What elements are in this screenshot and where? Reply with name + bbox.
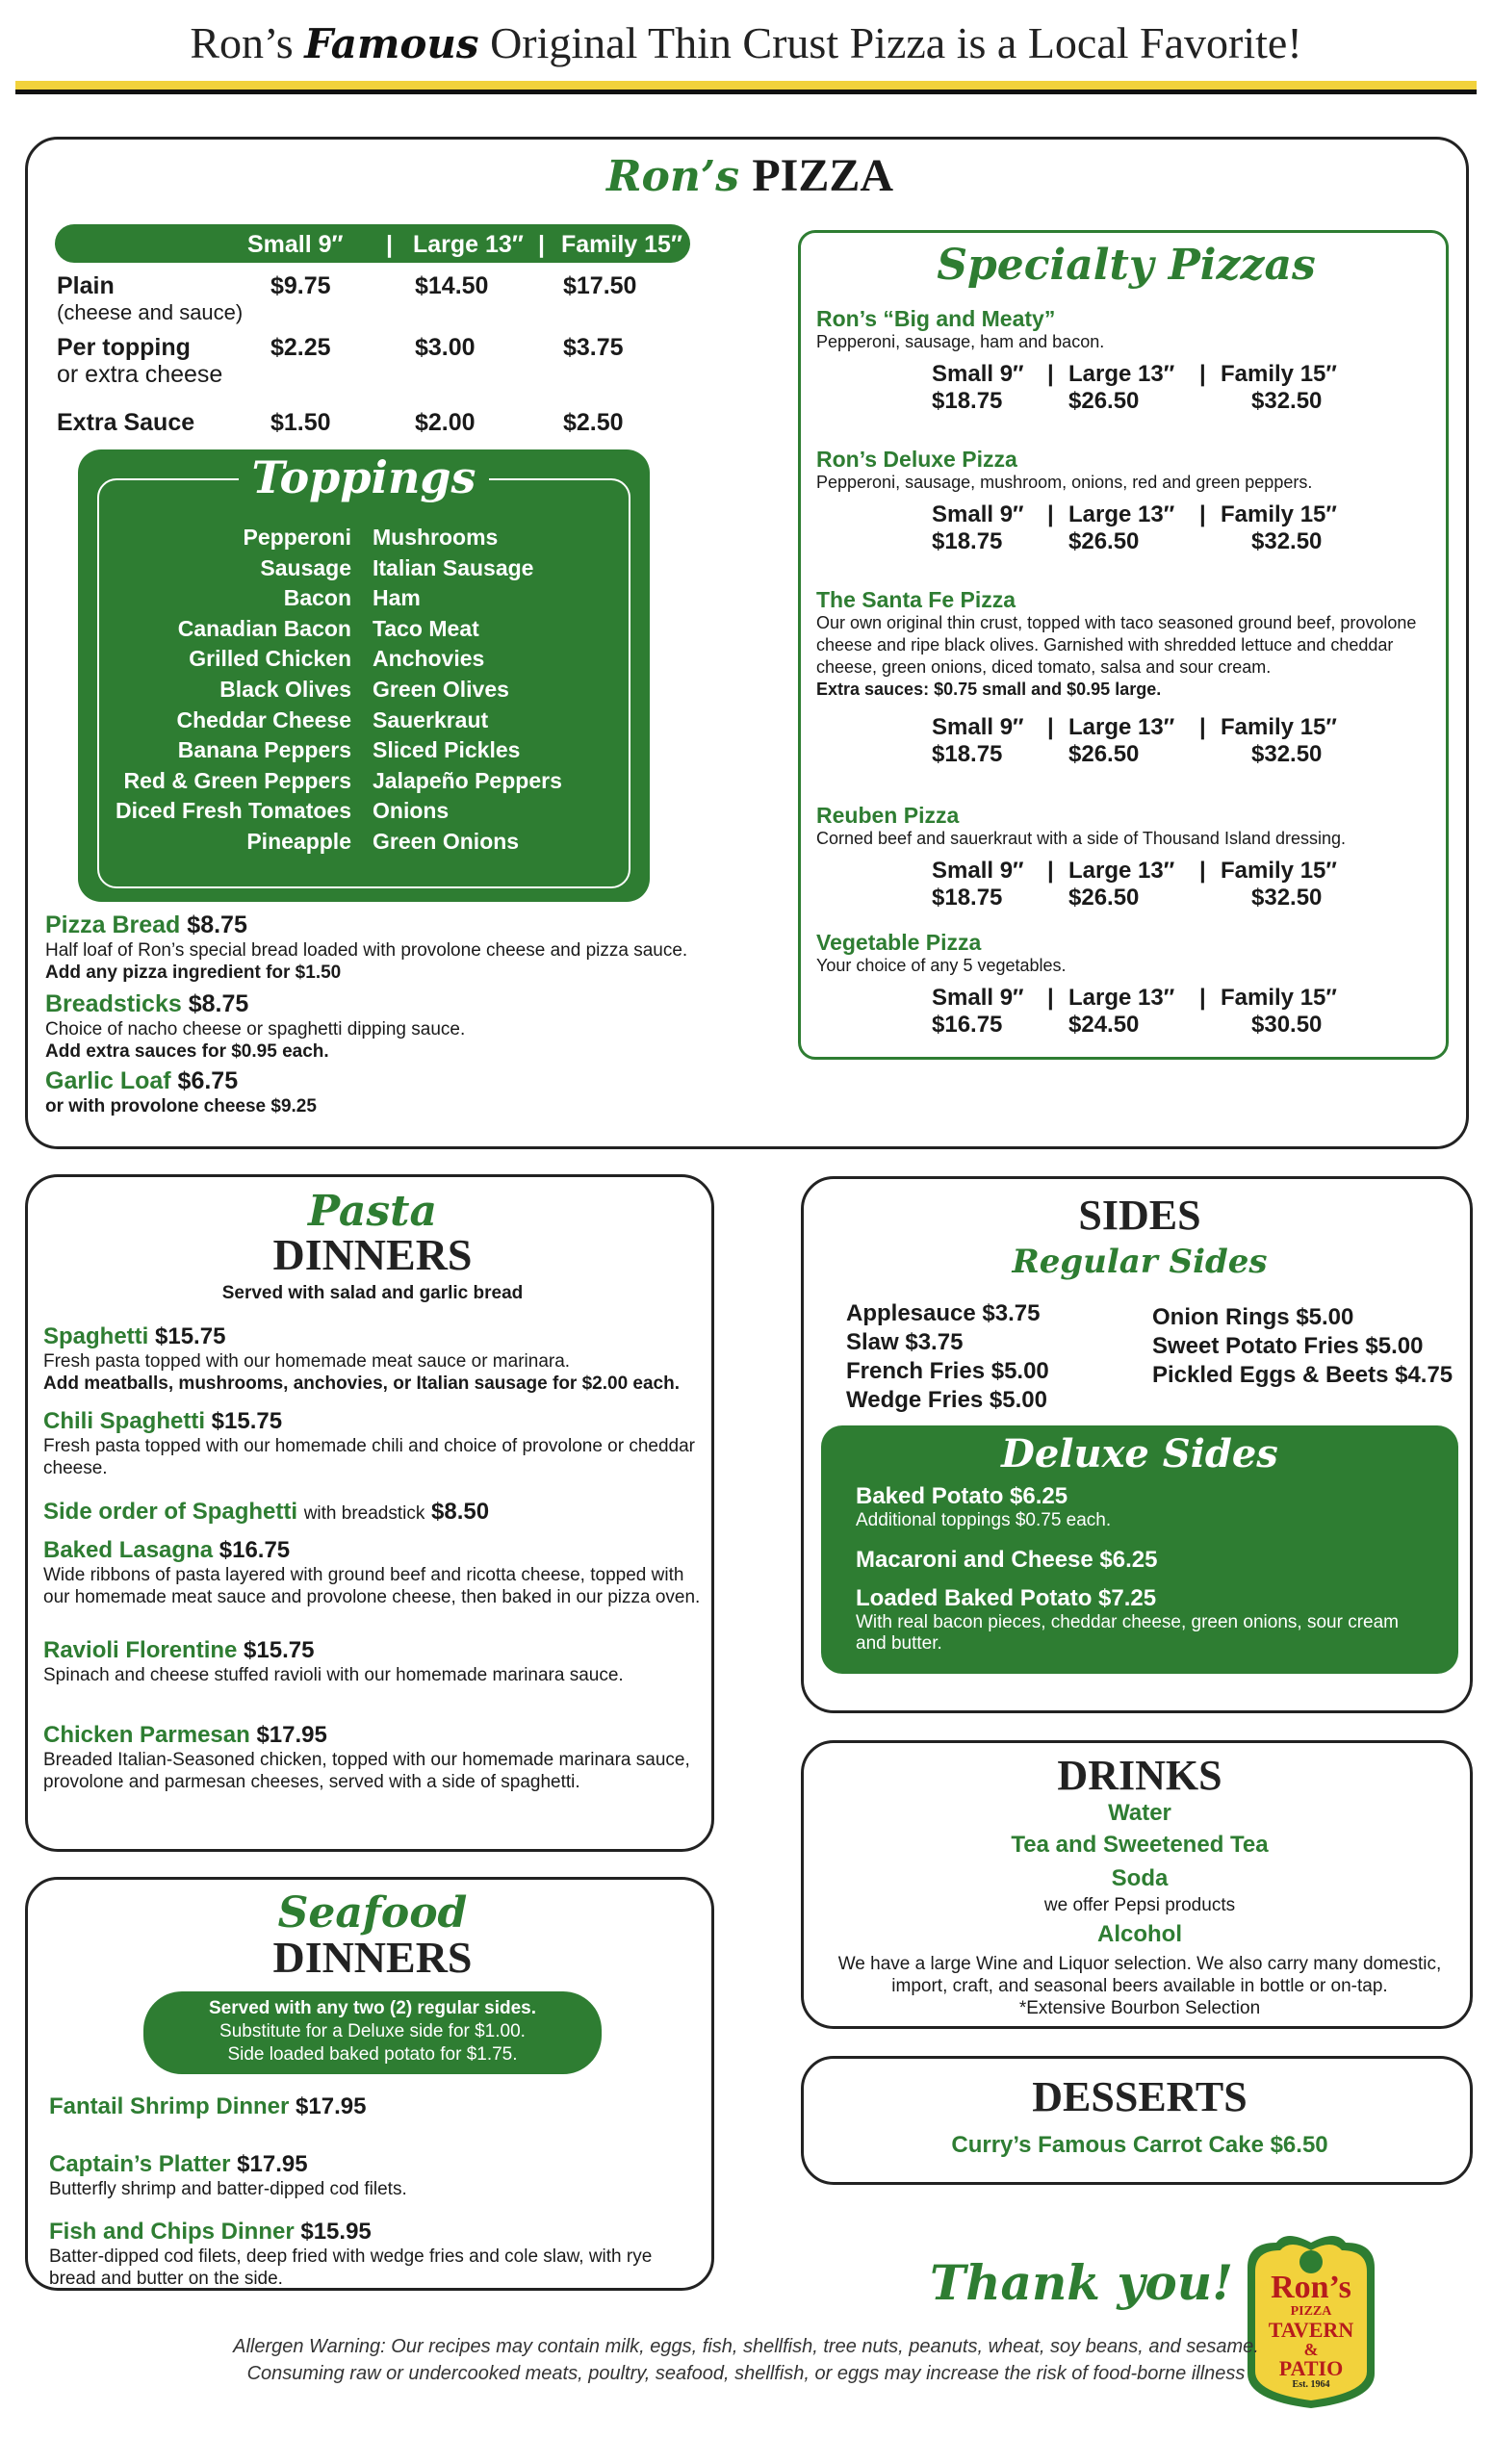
specialty-item [816, 930, 1432, 1044]
specialty-size-label: Small 9″ [932, 501, 1024, 527]
price-family: $2.50 [563, 409, 624, 436]
size-sep: | [1199, 858, 1206, 884]
seafood-title: DINNERS [272, 1933, 473, 1982]
pasta-item [43, 1323, 707, 1395]
size-sep: | [1047, 361, 1054, 387]
pasta-desc: Wide ribbons of pasta layered with ground beef and ricotta cheese, topped with our homemade meat sauce and provolone cheese, then baked in our pizza oven. [43, 1565, 701, 1607]
seafood-item-title [49, 2093, 704, 2120]
pasta-name: Ravioli Florentine [43, 1637, 238, 1663]
size-large: Large 13″ [413, 231, 524, 258]
row-label: Per topping [57, 334, 191, 361]
specialty-price: $26.50 [1068, 741, 1140, 767]
seafood-item [49, 2093, 704, 2120]
pasta-item-title [43, 1408, 707, 1435]
drinks-content [804, 1753, 1476, 2019]
logo-pizza: PIZZA [1290, 2304, 1332, 2319]
specialty-title: Specialty Pizzas [937, 241, 1316, 290]
pasta-desc: Fresh pasta topped with our homemade chili and choice of provolone or cheddar cheese. [43, 1436, 696, 1478]
topping-item: Anchovies [373, 646, 485, 672]
specialty-price: $32.50 [1251, 741, 1323, 767]
regular-side-item: Sweet Potato Fries $5.00 [1152, 1333, 1424, 1359]
extra-pizza-bread [45, 911, 700, 984]
specialty-extra: Extra sauces: $0.75 small and $0.95 large. [816, 680, 1162, 699]
extra-breadsticks [45, 990, 700, 1063]
topping-item: Canadian Bacon [177, 615, 351, 641]
seafood-item-title [49, 2219, 704, 2246]
topping-item: Pepperoni [243, 525, 351, 550]
pasta-script: Pasta [307, 1187, 438, 1236]
price-small: $1.50 [270, 409, 331, 436]
logo-patio: PATIO [1278, 2356, 1344, 2380]
header-pre: Ron’s [190, 18, 294, 67]
specialty-size-label: Family 15″ [1221, 361, 1337, 387]
topping-item: Pineapple [246, 829, 351, 854]
pizza-heading [28, 149, 1472, 202]
topping-item: Banana Peppers [177, 737, 351, 763]
seafood-script: Seafood [277, 1888, 468, 1938]
specialty-name: Reuben Pizza [816, 803, 960, 828]
thank-you: Thank you! [930, 2254, 1234, 2311]
regular-sides-title: Regular Sides [1012, 1243, 1268, 1281]
drinks-title: DRINKS [1057, 1752, 1222, 1799]
topping-item: Jalapeño Peppers [373, 767, 562, 793]
specialty-size-label: Small 9″ [932, 985, 1024, 1011]
specialty-price: $26.50 [1068, 388, 1140, 414]
specialty-item [816, 587, 1432, 774]
size-sep: | [1047, 501, 1054, 527]
toppings-frame [97, 478, 630, 888]
size-sep-1: | [386, 231, 393, 258]
seafood-item [49, 2219, 704, 2290]
size-small: Small 9″ [247, 231, 344, 258]
specialty-price: $16.75 [932, 1012, 1003, 1038]
specialty-size-label: Large 13″ [1068, 714, 1175, 740]
specialty-size-label: Family 15″ [1221, 985, 1337, 1011]
specialty-size-label: Large 13″ [1068, 361, 1175, 387]
pasta-price: $17.95 [256, 1722, 327, 1748]
extra-name: Pizza Bread [45, 911, 181, 938]
size-sep: | [1199, 361, 1206, 387]
deluxe-side-item [856, 1585, 1433, 1655]
topping-item: Sliced Pickles [373, 737, 521, 763]
drink-alcohol: Alcohol [1097, 1921, 1182, 1947]
sides-panel [801, 1176, 1473, 1713]
drink-bourbon: *Extensive Bourbon Selection [1018, 1998, 1261, 2018]
specialty-price: $18.75 [932, 885, 1003, 911]
size-sep: | [1047, 858, 1054, 884]
specialty-size-grid [816, 361, 1432, 421]
pasta-item-title [43, 1323, 707, 1350]
toppings-title: Toppings [78, 451, 650, 503]
specialty-price: $18.75 [932, 388, 1003, 414]
extra-name: Breadsticks [45, 990, 182, 1017]
pasta-panel [25, 1174, 714, 1852]
price-family: $3.75 [563, 334, 624, 361]
size-sep: | [1047, 714, 1054, 740]
pasta-name: Baked Lasagna [43, 1537, 214, 1563]
specialty-size-label: Small 9″ [932, 858, 1024, 884]
size-sep: | [1199, 501, 1206, 527]
specialty-size-label: Large 13″ [1068, 858, 1175, 884]
regular-side-item: Slaw $3.75 [846, 1329, 964, 1355]
allergen-line-1: Allergen Warning: Our recipes may contain milk, eggs, fish, shellfish, tree nuts, peanuts, wheat, soy beans, and sesame. [233, 2336, 1259, 2357]
pill-line-1: Served with any two (2) regular sides. [209, 1998, 536, 2018]
specialty-item [816, 306, 1432, 421]
pasta-name: Spaghetti [43, 1323, 149, 1349]
topping-item: Red & Green Peppers [123, 767, 351, 793]
size-sep-2: | [538, 231, 545, 258]
regular-side-item: Pickled Eggs & Beets $4.75 [1152, 1362, 1453, 1388]
allergen-warning [0, 2333, 1492, 2387]
topping-item: Sauerkraut [373, 706, 489, 732]
pasta-item [43, 1499, 707, 1527]
price-small: $2.25 [270, 334, 331, 361]
seafood-item [49, 2151, 704, 2200]
pasta-desc: Spinach and cheese stuffed ravioli with our homemade marinara sauce. [43, 1665, 624, 1685]
pasta-name: Side order of Spaghetti [43, 1499, 298, 1525]
specialty-size-label: Large 13″ [1068, 985, 1175, 1011]
specialty-item [816, 447, 1432, 561]
regular-side-item: Applesauce $3.75 [846, 1300, 1041, 1326]
specialty-desc: Corned beef and sauerkraut with a side of Thousand Island dressing. [816, 829, 1347, 848]
pasta-desc: Fresh pasta topped with our homemade meat sauce or marinara. [43, 1351, 571, 1372]
seafood-panel [25, 1877, 714, 2291]
seafood-heading [28, 1888, 717, 1982]
specialty-name: Vegetable Pizza [816, 930, 982, 955]
deluxe-sides-box [821, 1425, 1458, 1674]
pasta-item [43, 1537, 707, 1608]
extra-garlic-loaf [45, 1067, 700, 1117]
size-family: Family 15″ [561, 231, 682, 258]
pasta-price: $15.75 [244, 1637, 315, 1663]
drink-tea: Tea and Sweetened Tea [1011, 1832, 1269, 1858]
logo-tavern: TAVERN [1268, 2318, 1354, 2342]
specialty-price: $18.75 [932, 741, 1003, 767]
price-family: $17.50 [563, 272, 637, 299]
deluxe-name: Baked Potato $6.25 [856, 1483, 1068, 1509]
specialty-item [816, 803, 1432, 917]
pasta-item-title [43, 1637, 707, 1664]
regular-side-item: Wedge Fries $5.00 [846, 1387, 1047, 1413]
specialty-size-label: Family 15″ [1221, 858, 1337, 884]
price-large: $2.00 [415, 409, 476, 436]
extra-desc: Choice of nacho cheese or spaghetti dipping sauce. [45, 1019, 466, 1040]
specialty-size-label: Family 15″ [1221, 714, 1337, 740]
seafood-note-pill [143, 1991, 602, 2074]
topping-item: Black Olives [219, 677, 351, 702]
extra-price: $6.75 [177, 1067, 239, 1094]
price-large: $14.50 [415, 272, 489, 299]
pizza-heading-script: Ron’s [605, 152, 739, 201]
seafood-name: Captain’s Platter [49, 2151, 231, 2177]
price-large: $3.00 [415, 334, 476, 361]
seafood-desc: Butterfly shrimp and batter-dipped cod filets. [49, 2179, 407, 2199]
topping-item: Mushrooms [373, 525, 499, 550]
regular-side-item: Onion Rings $5.00 [1152, 1304, 1354, 1330]
pasta-price: $15.75 [211, 1408, 283, 1434]
pasta-price: $15.75 [155, 1323, 226, 1349]
specialty-price: $18.75 [932, 528, 1003, 554]
specialty-price: $26.50 [1068, 528, 1140, 554]
row-sub: or extra cheese [57, 361, 223, 388]
pasta-price: $8.50 [431, 1499, 490, 1525]
topping-item: Green Olives [373, 677, 509, 702]
drinks-panel [801, 1740, 1473, 2029]
topping-item: Italian Sausage [373, 554, 534, 580]
logo-est: Est. 1964 [1292, 2379, 1330, 2390]
price-small: $9.75 [270, 272, 331, 299]
seafood-price: $17.95 [296, 2093, 367, 2119]
allergen-line-2: Consuming raw or undercooked meats, poultry, seafood, shellfish, or eggs may increase the risk of food-borne illness [246, 2363, 1246, 2384]
deluxe-name: Macaroni and Cheese $6.25 [856, 1547, 1158, 1573]
pasta-heading [28, 1187, 717, 1304]
header-post: Original Thin Crust Pizza is a Local Favorite! [490, 18, 1302, 67]
pizza-heading-text: PIZZA [752, 150, 894, 201]
header-title [0, 17, 1492, 68]
logo-rons: Ron’s [1271, 2270, 1351, 2305]
extra-bold: Add extra sauces for $0.95 each. [45, 1041, 329, 1062]
pill-line-2: Substitute for a Deluxe side for $1.00. [219, 2021, 526, 2041]
specialty-size-label: Family 15″ [1221, 501, 1337, 527]
specialty-desc: Our own original thin crust, topped with taco seasoned ground beef, provolone cheese and ripe black olives. Garnished with shredded lettuce and cheddar cheese, green onions, diced tomato, salsa and sour cream. [816, 613, 1417, 677]
drink-soda: Soda [1111, 1865, 1169, 1891]
deluxe-sides-title: Deluxe Sides [1001, 1431, 1278, 1476]
extra-bold: Add any pizza ingredient for $1.50 [45, 962, 342, 983]
specialty-name: Ron’s Deluxe Pizza [816, 447, 1017, 472]
drink-alcohol-desc: We have a large Wine and Liquor selection. We also carry many domestic, import, craft, and seasonal beers available in bottle or on-tap. [837, 1954, 1442, 1996]
topping-item: Ham [373, 585, 421, 611]
deluxe-name: Loaded Baked Potato $7.25 [856, 1585, 1157, 1611]
desserts-panel [801, 2056, 1473, 2185]
seafood-desc: Batter-dipped cod filets, deep fried with wedge fries and cole slaw, with rye bread and butter on the side. [49, 2246, 653, 2289]
deluxe-side-item [856, 1547, 1433, 1574]
pasta-price: $16.75 [219, 1537, 291, 1563]
specialty-price: $32.50 [1251, 885, 1323, 911]
extra-price: $8.75 [187, 911, 247, 938]
dessert-item: Curry’s Famous Carrot Cake $6.50 [951, 2132, 1328, 2158]
specialty-desc: Pepperoni, sausage, mushroom, onions, red and green peppers. [816, 473, 1313, 492]
pasta-item [43, 1637, 707, 1686]
pasta-name: Chili Spaghetti [43, 1408, 205, 1434]
specialty-pizzas-box [798, 230, 1449, 1060]
specialty-desc: Your choice of any 5 vegetables. [816, 956, 1067, 975]
sides-title: SIDES [1078, 1192, 1201, 1239]
row-label: Plain [57, 272, 115, 299]
seafood-item-title [49, 2151, 704, 2178]
pasta-bold: Add meatballs, mushrooms, anchovies, or Italian sausage for $2.00 each. [43, 1373, 681, 1394]
seafood-price: $17.95 [237, 2151, 308, 2177]
size-sep: | [1047, 985, 1054, 1011]
topping-item: Bacon [283, 585, 351, 611]
specialty-name: Ron’s “Big and Meaty” [816, 306, 1056, 331]
pasta-desc: Breaded Italian-Seasoned chicken, topped with our homemade marinara sauce, provolone and parmesan cheeses, served with a side of spaghetti. [43, 1750, 690, 1792]
pasta-item-title [43, 1537, 707, 1564]
header-famous: Famous [304, 20, 479, 67]
pasta-item-title [43, 1722, 707, 1749]
row-label: Extra Sauce [57, 409, 195, 436]
pasta-title: DINNERS [272, 1230, 473, 1279]
deluxe-desc: With real bacon pieces, cheddar cheese, green onions, sour cream and butter. [856, 1612, 1399, 1654]
specialty-price: $32.50 [1251, 388, 1323, 414]
topping-item: Grilled Chicken [189, 646, 351, 672]
specialty-size-label: Small 9″ [932, 714, 1024, 740]
deluxe-desc: Additional toppings $0.75 each. [856, 1510, 1112, 1530]
deluxe-side-item [856, 1483, 1433, 1531]
pasta-item [43, 1408, 707, 1479]
toppings-box [78, 449, 650, 902]
specialty-price: $32.50 [1251, 528, 1323, 554]
specialty-size-grid [816, 985, 1432, 1044]
specialty-price: $30.50 [1251, 1012, 1323, 1038]
seafood-name: Fantail Shrimp Dinner [49, 2093, 290, 2119]
extra-desc: Half loaf of Ron’s special bread loaded with provolone cheese and pizza sauce. [45, 940, 688, 961]
specialty-price: $26.50 [1068, 885, 1140, 911]
topping-item: Onions [373, 798, 450, 824]
topping-item: Cheddar Cheese [176, 706, 351, 732]
pasta-item-title [43, 1499, 707, 1527]
specialty-size-label: Small 9″ [932, 361, 1024, 387]
extra-price: $8.75 [188, 990, 249, 1017]
specialty-desc: Pepperoni, sausage, ham and bacon. [816, 332, 1105, 351]
specialty-size-label: Large 13″ [1068, 501, 1175, 527]
pasta-item [43, 1722, 707, 1793]
extra-name: Garlic Loaf [45, 1067, 171, 1094]
seafood-name: Fish and Chips Dinner [49, 2219, 295, 2245]
drink-soda-note: we offer Pepsi products [1043, 1895, 1236, 1915]
topping-item: Sausage [260, 554, 351, 580]
seafood-price: $15.95 [300, 2219, 372, 2245]
drink-water: Water [1108, 1800, 1171, 1826]
topping-item: Green Onions [373, 829, 520, 854]
pasta-subtitle: Served with salad and garlic bread [221, 1283, 524, 1303]
regular-side-item: French Fries $5.00 [846, 1358, 1049, 1384]
specialty-name: The Santa Fe Pizza [816, 587, 1016, 612]
extra-bold: or with provolone cheese $9.25 [45, 1096, 317, 1116]
desserts-title: DESSERTS [1032, 2073, 1248, 2120]
specialty-size-grid [816, 714, 1432, 774]
size-header-bar [55, 224, 690, 263]
specialty-price: $24.50 [1068, 1012, 1140, 1038]
topping-item: Diced Fresh Tomatoes [116, 798, 351, 824]
logo-amp: & [1303, 2340, 1319, 2359]
specialty-size-grid [816, 858, 1432, 917]
specialty-size-grid [816, 501, 1432, 561]
pasta-name: Chicken Parmesan [43, 1722, 250, 1748]
size-sep: | [1199, 985, 1206, 1011]
pasta-suffix: with breadstick [303, 1503, 425, 1524]
pizza-panel [25, 137, 1469, 1149]
header-rule-black [15, 90, 1477, 94]
header-rule-yellow [15, 81, 1477, 90]
pill-line-3: Side loaded baked potato for $1.75. [227, 2044, 518, 2065]
size-sep: | [1199, 714, 1206, 740]
row-sub: (cheese and sauce) [57, 300, 244, 324]
topping-item: Taco Meat [373, 615, 479, 641]
